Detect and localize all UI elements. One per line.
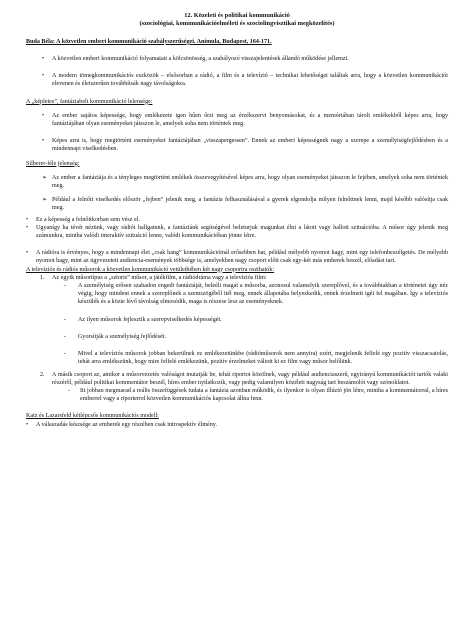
- list-item: - A személyiség erősen szabadon engedi fantáziáját, beleéli magát a műsorba, azonosul valamelyik szereplővel, és a továbbiakban a történetet úgy néz végig, hogy mindent ennek a szereplőnek a szemszögéből itél meg, ennek állapotába helyezkedik, ennek érzelmeit igéi fel magában. Így a televíziós készülék és a közte lévő távolság elmosódik, maga is részese lesz az eseményeknek.: [64, 283, 448, 306]
- bullet-icon: •: [26, 216, 29, 223]
- bullet-icon: •: [26, 250, 29, 257]
- dash-bullet-icon: -: [68, 387, 71, 394]
- list-item: • Ez a képesség a felnőttkorban sem vész el.: [26, 216, 140, 223]
- list-item: • A rádióra is érvényes, hogy a mindennapi élet „csak hang” kommunikációinál erősebben hat, például mélyebb nyomot hagy, mint egy telefonbeszélgetés. De mélyebb nyomot hagy, mint az ügyvezetett audiencia-események többsége is, amelyekben nagy csoport előtt csak egy-két más emberek beszél, előadást tart.: [26, 250, 448, 265]
- section-heading-silberer: Silberer-féle jelenség:: [26, 160, 80, 167]
- arrow-bullet-icon: ➢: [42, 174, 48, 181]
- arrow-bullet-icon: ➢: [42, 197, 48, 204]
- section-heading-tv: A televíziós és rádiós műsorok a közvetlen kommunikáció vetülethében két nagy csoportra oszthatók:: [26, 266, 275, 273]
- list-item: • Képes arra is, hogy megtörtént eseményeket fantáziájában „visszapergessen”. Ennek az emberi képességnek nagy a szerepe a személyiségfejlődésben és a mindennapi viselkedésben.: [42, 138, 448, 153]
- numbered-item-1: 1. Az egyik műsortípus a „sztoris” műsor, a játékfilm, a rádiódráma vagy a televíziós film:: [40, 274, 267, 281]
- source-reference: Buda Béla: A közvetlen emberi kommunikáció szabályszerűségei. Animula, Budapest, 164-171.: [26, 38, 272, 45]
- list-item: • Ugyanígy ha tévét nézünk, vagy rádiót hallgatunk, a fantáziánk segítségével beleturjuk magunkat élni a látott vagy hallott szituációba. A műsor úgy jelenik meg számunkra, mintha valódi interaktív szituáció lenne, valódi kommunikációban jönne létre.: [26, 224, 448, 240]
- list-item: • A modern tömegkommunikációs eszközök – elsősorban a rádió, a film és a televízió – technikai lehetőséget találtak arra, hogy a közvetlen kommunikációt elevenen és életszerűen továbbítsák nagy távolságokra.: [42, 73, 448, 88]
- list-item: • A válaszadás készsége az emberek egy részében csak introspektív élmény.: [26, 421, 217, 428]
- dash-bullet-icon: -: [64, 316, 67, 323]
- dash-bullet-icon: -: [64, 283, 67, 290]
- bullet-icon: •: [42, 73, 45, 80]
- title-line-2: (szociológiai, kommunikációelméleti és szociolingvisztikai megközelítés): [139, 20, 335, 28]
- section-heading-katz: Katz és Lazarsfeld kétlépcsős kommunikációs modell:: [26, 413, 159, 420]
- list-item: • A közvetlen emberi kommunikáció folyamatait a kölcsönösség, a szabályozó visszajelentések állandó működése jellemzi.: [42, 56, 349, 63]
- list-item: - Itt jobban megmarad a reális összefüggések tudata a fantázia azonban működik, és ilyenkor is olyan illúzió jön létre, mintha a kommentátorral, a híres emberrel vagy a riporterrel közvetlen kommunikációs kapcsolat állna fenn.: [68, 387, 448, 403]
- numbered-item-2: 2. A másik csoport az, amikor a műsorvezetés valóságot mutatják be, tehát riportot közölnek, vagy például audienciaszerű, egyirányú kommunikációt tartók valaki részéről, például politikai kommentátor beszél, híres ember nyilatkozik, vagy pedig valamilyen közéleti nagyság tart beszámolót vagy szónoklatot.: [40, 371, 448, 386]
- dash-bullet-icon: -: [64, 333, 67, 340]
- document-title: [26, 12, 448, 29]
- list-item: - Gyorsítják a személyiség fejlődését.: [64, 333, 166, 340]
- section-heading-kepletes: A „képletes”, fantáziabeli kommunikáció lelensége:: [26, 98, 153, 105]
- bullet-icon: •: [42, 112, 45, 119]
- bullet-icon: •: [26, 224, 29, 231]
- list-item: - Az ilyen műsorok fejlesztik a szerepviselkedés képességét.: [64, 316, 222, 323]
- list-item: - Mivel a televíziós műsorok jobban bekerülnek ez emlékezetünkbe (rádióműsorok nem annyira) ezért, megjelenik felfelé egy pozitív visszacsatolás, tehát arra emlékszünk, hogy mire felfelé emlékezünk, pozitív érzelmeket váltott ki ez film vagy műsor belőlünk.: [64, 351, 448, 366]
- bullet-icon: •: [42, 138, 45, 145]
- list-item: ➢ Például a felnőtt viselkedés először „fejben” jelenik meg, a fantázia felhasználásával a gyerek elgondolja milyen felnőttnek lenni, majd később valósítja csak meg.: [42, 197, 448, 212]
- list-item: • Az ember sajátos képessége, hogy emlékezete igen hűen őrzi meg az érzékszervi benyomásokat, és a memóriában tárolt emlékekből képes arra, hogy fantáziájában olyan eseményeket játsszon le, amelyek soha nem történtek meg.: [42, 112, 448, 128]
- dash-bullet-icon: -: [64, 351, 67, 358]
- title-line-1: 12. Közeleti és politikai kommunikáció: [184, 12, 290, 19]
- bullet-icon: •: [42, 56, 45, 63]
- bullet-icon: •: [26, 421, 29, 428]
- list-item: ➢ Az ember a fantáziája és a tényleges megtörtént emlékek összevegyítésével képes arra, hogy olyan eseményeket játsszon le fejében, amelyek soha nem történtek meg.: [42, 174, 448, 190]
